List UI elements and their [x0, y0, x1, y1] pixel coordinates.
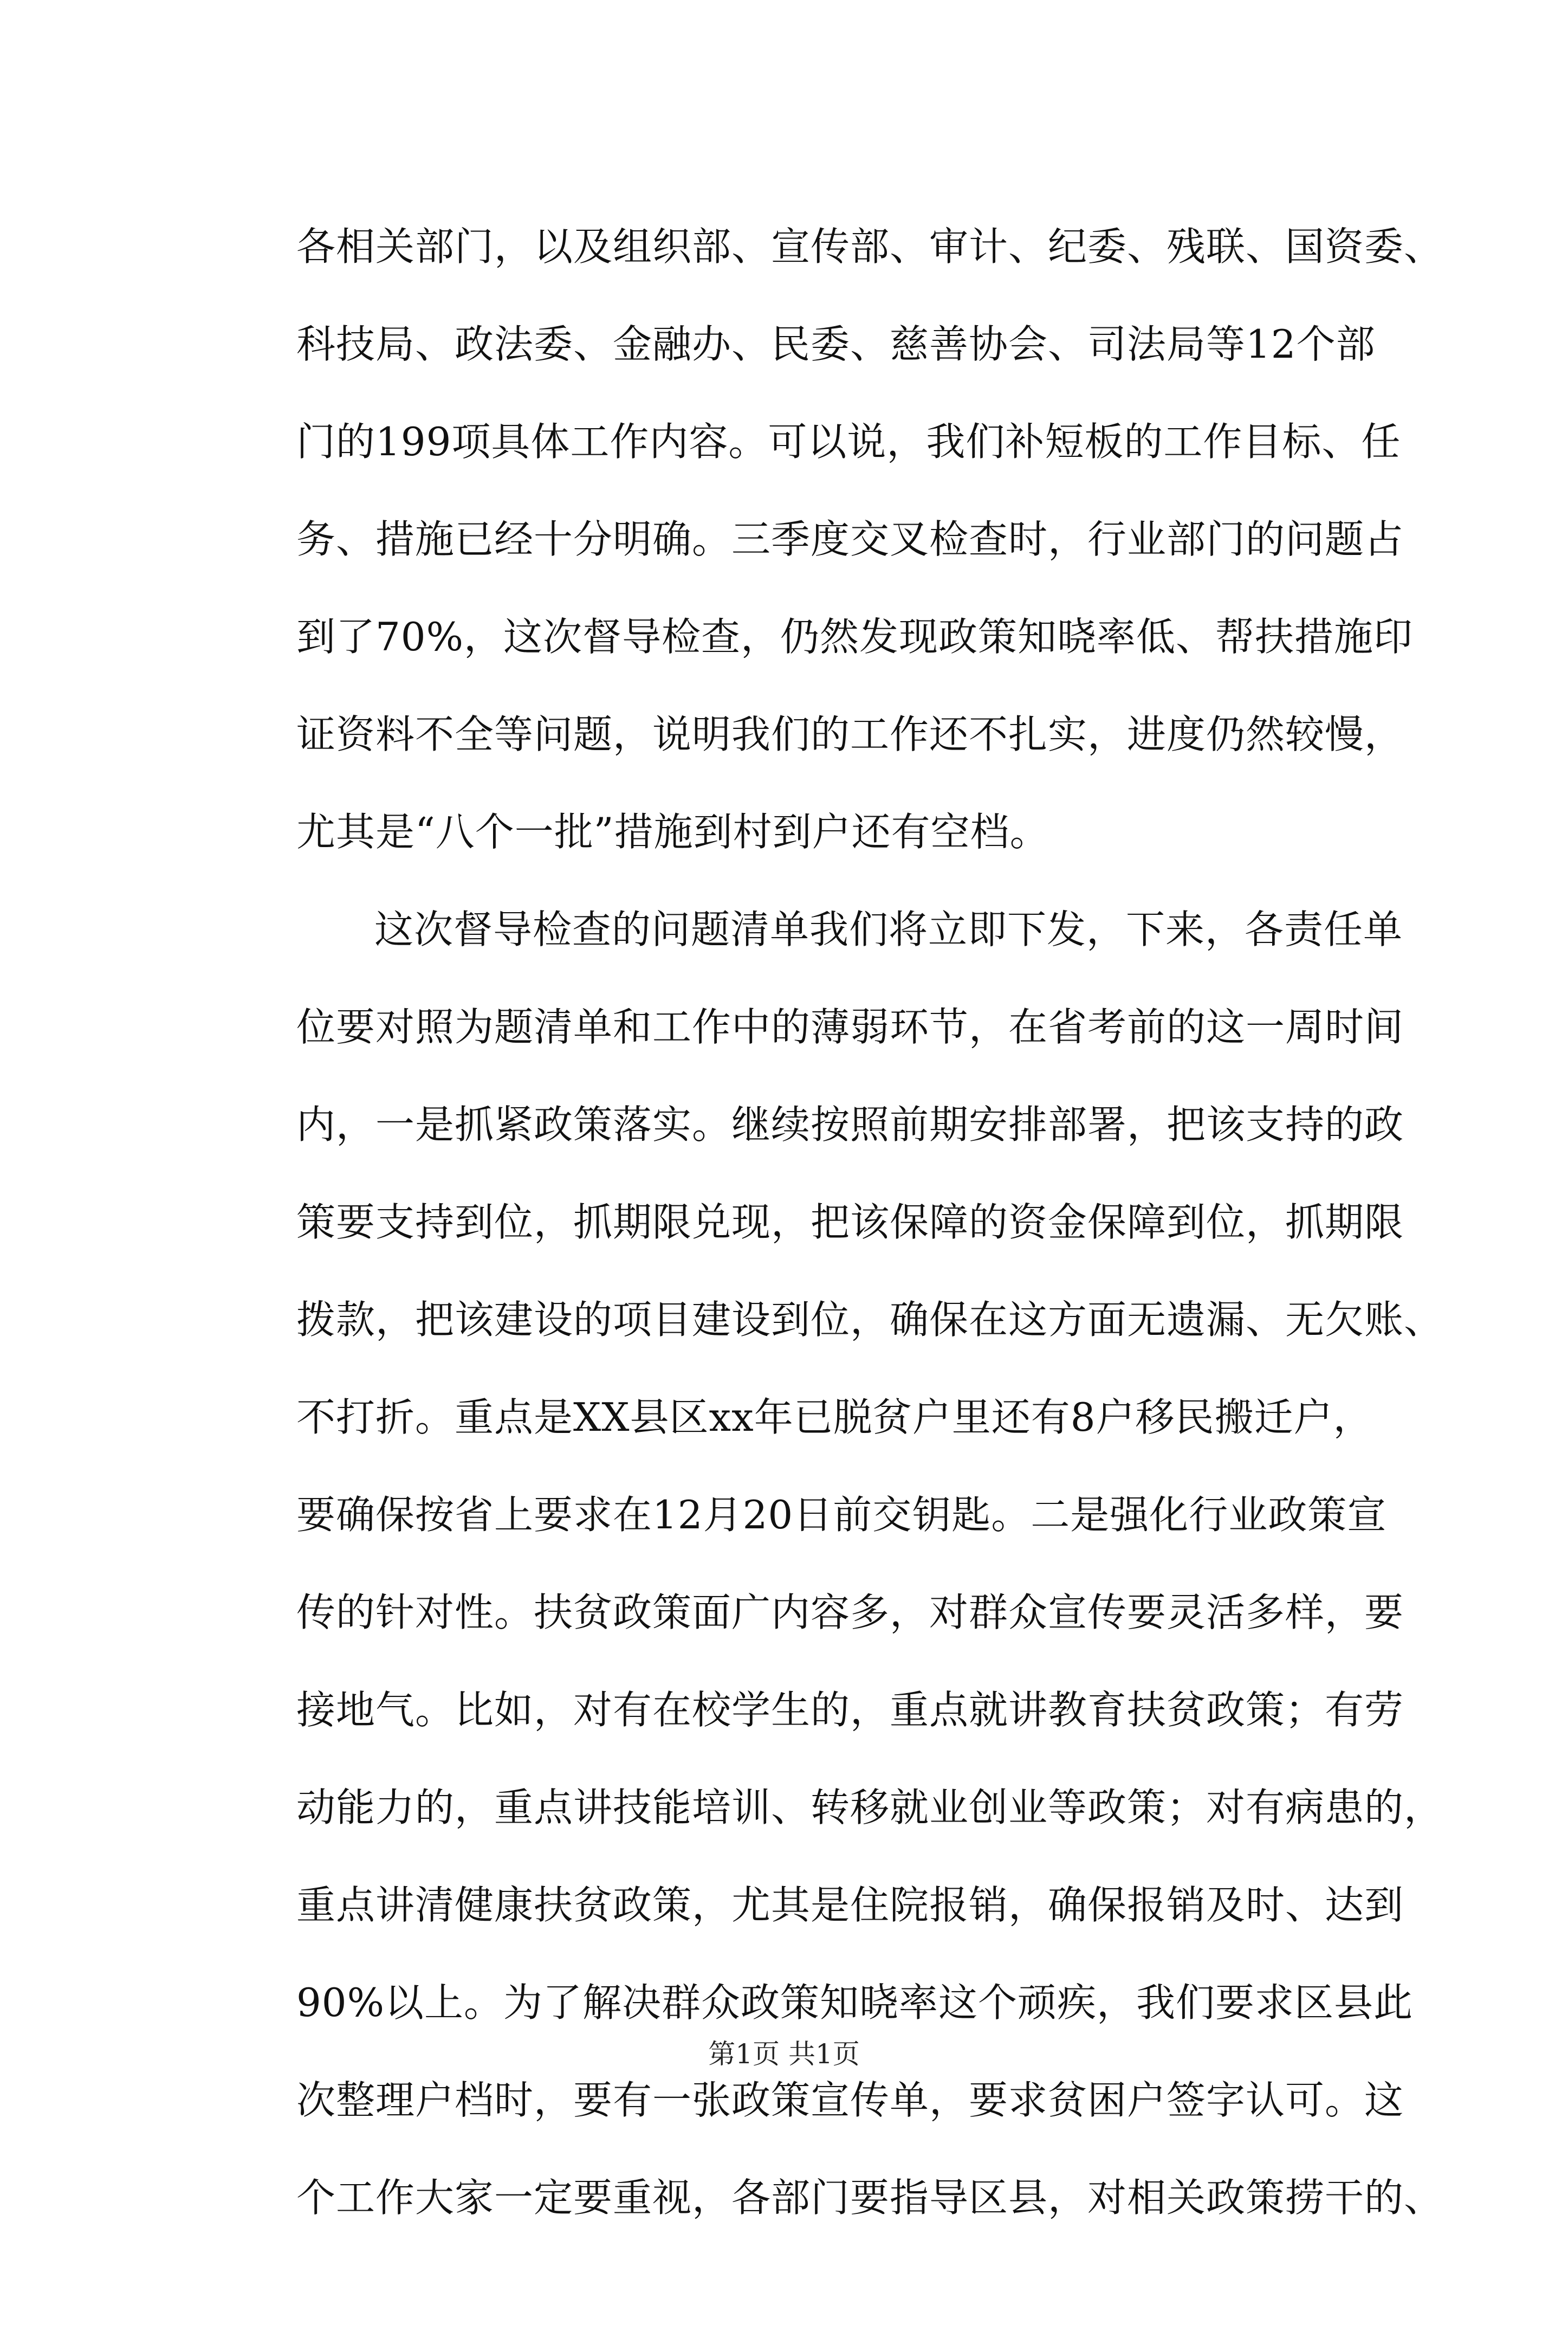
text-line: 接地气。比如，对有在校学生的，重点就讲教育扶贫政策；有劳 — [296, 1687, 1404, 1733]
text-line: 要确保按省上要求在12月20日前交钥匙。二是强化行业政策宣 — [296, 1492, 1387, 1538]
text-line: 传的针对性。扶贫政策面广内容多，对群众宣传要灵活多样，要 — [296, 1590, 1404, 1635]
text-line: 内，一是抓紧政策落实。继续按照前期安排部署，把该支持的政 — [296, 1102, 1404, 1147]
text-line: 位要对照为题清单和工作中的薄弱环节，在省考前的这一周时间 — [296, 1004, 1404, 1050]
text-line: 各相关部门，以及组织部、宣传部、审计、纪委、残联、国资委、 — [296, 224, 1444, 269]
text-line: 这次督导检查的问题清单我们将立即下发，下来，各责任单 — [374, 907, 1403, 952]
text-line: 90%以上。为了解决群众政策知晓率这个顽疾，我们要求区县此 — [296, 1980, 1414, 2025]
page-number-footer: 第1页 共1页 — [708, 2038, 860, 2070]
text-line: 不打折。重点是XX县区xx年已脱贫户里还有8户移民搬迁户， — [296, 1394, 1373, 1440]
document-body — [296, 198, 1444, 2344]
text-line — [296, 2246, 1272, 2344]
text-line: 到了70%，这次督导检查，仍然发现政策知晓率低、帮扶措施印 — [296, 614, 1414, 660]
paragraph-2 — [296, 881, 1444, 2344]
paragraph-1 — [296, 198, 1444, 881]
text-line: 个工作大家一定要重视，各部门要指导区县，对相关政策捞干的、 — [296, 2175, 1444, 2220]
text-line: 重点讲清健康扶贫政策，尤其是住院报销，确保报销及时、达到 — [296, 1882, 1404, 1928]
text-line: 尤其是“八个一批”措施到村到户还有空档。 — [296, 809, 1049, 855]
text-line: 门的199项具体工作内容。可以说，我们补短板的工作目标、任 — [296, 419, 1401, 464]
text-line: 次整理户档时，要有一张政策宣传单，要求贫困户签字认可。这 — [296, 2077, 1404, 2123]
text-line: 拨款，把该建设的项目建设到位，确保在这方面无遗漏、无欠账、 — [296, 1297, 1444, 1342]
text-line: 动能力的，重点讲技能培训、转移就业创业等政策；对有病患的， — [296, 1785, 1444, 1830]
text-line: 证资料不全等问题，说明我们的工作还不扎实，进度仍然较慢， — [296, 712, 1404, 757]
text-line: 务、措施已经十分明确。三季度交叉检查时，行业部门的问题占 — [296, 516, 1404, 562]
text-line: 科技局、政法委、金融办、民委、慈善协会、司法局等12个部 — [296, 321, 1376, 367]
text-line: 策要支持到位，抓期限兑现，把该保障的资金保障到位，抓期限 — [296, 1199, 1404, 1245]
